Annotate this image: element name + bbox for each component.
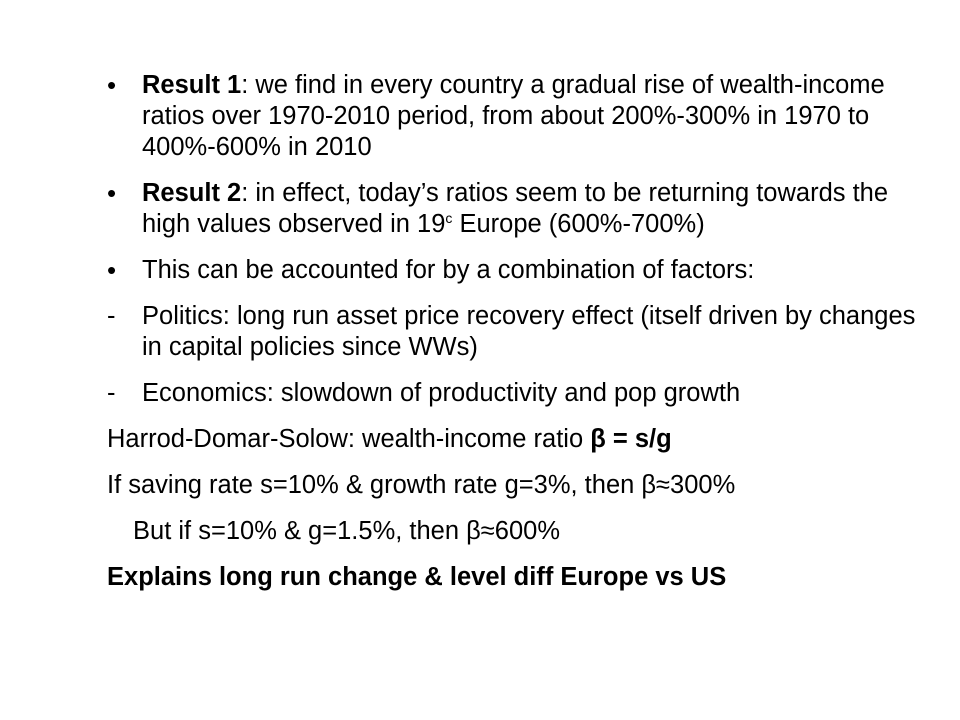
bullet-text [142,70,927,163]
dash-marker: - [107,379,116,407]
conclusion-line: Explains long run change & level diff Europe vs US [107,563,727,591]
bullet-lead: Result 1 [142,71,242,99]
bullet-body: : we find in every country a gradual rise of wealth-income ratios over 1970-2010 period, from about 200%-300% in 1970 to 400%-600% in 2010 [142,71,885,161]
formula-equation: β = s/g [590,425,672,453]
dash-economics [107,378,927,409]
bullet-text [142,178,927,240]
example-line-2: But if s=10% & g=1.5%, then β≈600% [133,517,561,545]
bullet-body: : in effect, today’s ratios seem to be returning towards the high values observed in 19 [142,179,889,238]
dash-politics [107,301,927,363]
dash-text: Economics: slowdown of productivity and pop growth [142,379,741,407]
dash-marker: - [107,302,116,330]
bullet-result-2 [107,178,927,240]
century-superscript: c [445,210,453,226]
dash-text: Politics: long run asset price recovery effect (itself driven by changes in capital policies since WWs) [142,302,916,361]
bullet-result-1 [107,70,927,163]
slide-body [107,70,927,608]
bullet-marker: • [107,178,117,208]
formula-line [107,424,927,455]
bullet-body-end: Europe (600%-700%) [452,210,705,238]
formula-prefix: Harrod-Domar-Solow: wealth-income ratio [107,425,591,453]
bullet-marker: • [107,255,117,285]
bullet-body: This can be accounted for by a combination of factors: [142,256,755,284]
bullet-marker: • [107,70,117,100]
bullet-factors [107,255,927,286]
bullet-lead: Result 2 [142,179,242,207]
example-line-1: If saving rate s=10% & growth rate g=3%, then β≈300% [107,471,736,499]
